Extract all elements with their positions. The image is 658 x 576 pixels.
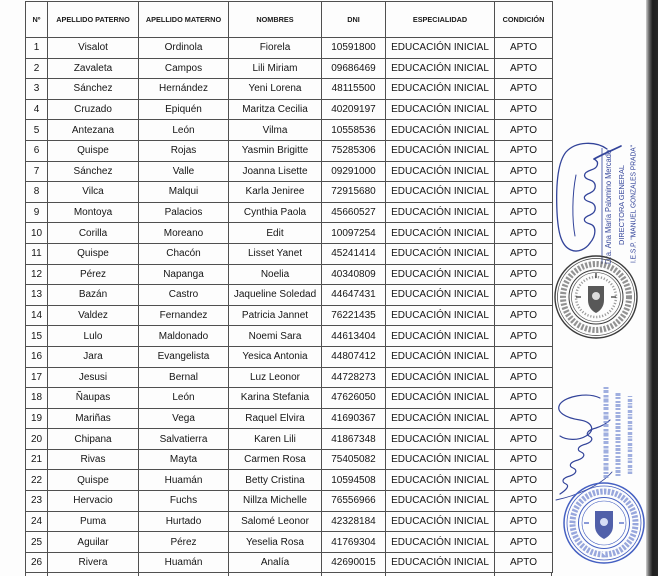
cell-especialidad: EDUCACIÓN INICIAL bbox=[386, 140, 495, 161]
cell-especialidad: EDUCACIÓN INICIAL bbox=[386, 470, 495, 491]
cell-paterno: Aguilar bbox=[48, 532, 139, 553]
cell-materno: Evangelista bbox=[139, 346, 229, 367]
cell-condicion: APTO bbox=[495, 58, 553, 79]
cell-materno: Mayta bbox=[139, 449, 229, 470]
cell-especialidad: EDUCACIÓN INICIAL bbox=[386, 408, 495, 429]
cell-paterno: Hervacio bbox=[48, 491, 139, 512]
cell-dni: 45660527 bbox=[322, 202, 386, 223]
cell-paterno: Vilca bbox=[48, 182, 139, 203]
cell-nombres: Edit bbox=[229, 223, 322, 244]
cell-especialidad: EDUCACIÓN INICIAL bbox=[386, 552, 495, 573]
table-row bbox=[26, 305, 553, 326]
cell-condicion: APTO bbox=[495, 79, 553, 100]
cell-paterno: Jesusi bbox=[48, 367, 139, 388]
cell-materno: Fuchs bbox=[139, 491, 229, 512]
cell-condicion: APTO bbox=[495, 367, 553, 388]
cell-paterno: Visalot bbox=[48, 38, 139, 59]
cell-dni: 42690015 bbox=[322, 552, 386, 573]
cell-dni: 76221435 bbox=[322, 305, 386, 326]
director-signature bbox=[557, 143, 621, 251]
table-row bbox=[26, 491, 553, 512]
cell-materno: Chacón bbox=[139, 243, 229, 264]
cell-dni: 41769304 bbox=[322, 532, 386, 553]
cell-paterno: Chipana bbox=[48, 429, 139, 450]
cell-materno: Salvatierra bbox=[139, 429, 229, 450]
cell-condicion: APTO bbox=[495, 408, 553, 429]
cell-nombres: Nillza Michelle bbox=[229, 491, 322, 512]
cell-dni: 10558536 bbox=[322, 120, 386, 141]
cell-condicion: APTO bbox=[495, 140, 553, 161]
cell-materno: Rojas bbox=[139, 140, 229, 161]
cell-especialidad: EDUCACIÓN INICIAL bbox=[386, 161, 495, 182]
cell-num: 19 bbox=[26, 408, 48, 429]
cell-especialidad: EDUCACIÓN INICIAL bbox=[386, 202, 495, 223]
table-row bbox=[26, 58, 553, 79]
cell-paterno: Mariñas bbox=[48, 408, 139, 429]
cell-num: 24 bbox=[26, 511, 48, 532]
cell-nombres: Jaqueline Soledad bbox=[229, 285, 322, 306]
cell-condicion: APTO bbox=[495, 326, 553, 347]
cell-num: 10 bbox=[26, 223, 48, 244]
cell-materno: Moreano bbox=[139, 223, 229, 244]
table-row bbox=[26, 120, 553, 141]
cell-dni: 41867348 bbox=[322, 429, 386, 450]
table-row bbox=[26, 367, 553, 388]
header-num: Nº bbox=[26, 2, 48, 38]
cell-paterno: Sánchez bbox=[48, 79, 139, 100]
cell-materno: León bbox=[139, 120, 229, 141]
cell-especialidad: EDUCACIÓN INICIAL bbox=[386, 532, 495, 553]
cell-num: 23 bbox=[26, 491, 48, 512]
cell-especialidad: EDUCACIÓN INICIAL bbox=[386, 243, 495, 264]
table-row bbox=[26, 346, 553, 367]
cell-nombres: Yeselia Rosa bbox=[229, 532, 322, 553]
cell-condicion: APTO bbox=[495, 120, 553, 141]
cell-materno: Pérez bbox=[139, 532, 229, 553]
cell-num: 8 bbox=[26, 182, 48, 203]
cell-especialidad: EDUCACIÓN INICIAL bbox=[386, 58, 495, 79]
cell-nombres: Karina Stefania bbox=[229, 388, 322, 409]
cell-num: 6 bbox=[26, 140, 48, 161]
table-row bbox=[26, 429, 553, 450]
cell-especialidad: EDUCACIÓN INICIAL bbox=[386, 182, 495, 203]
cell-condicion: APTO bbox=[495, 470, 553, 491]
cell-condicion: APTO bbox=[495, 305, 553, 326]
cell-paterno: Cruzado bbox=[48, 99, 139, 120]
cell-dni: 41690367 bbox=[322, 408, 386, 429]
cell-materno: Fernandez bbox=[139, 305, 229, 326]
header-apellido-paterno: APELLIDO PATERNO bbox=[48, 2, 139, 38]
cell-materno: Hurtado bbox=[139, 511, 229, 532]
cell-nombres: Joanna Lisette bbox=[229, 161, 322, 182]
cell-condicion: APTO bbox=[495, 223, 553, 244]
table-row bbox=[26, 326, 553, 347]
cell-especialidad: EDUCACIÓN INICIAL bbox=[386, 99, 495, 120]
cell-condicion: APTO bbox=[495, 99, 553, 120]
cell-nombres: Salomé Leonor bbox=[229, 511, 322, 532]
table-row bbox=[26, 161, 553, 182]
cell-paterno: Sánchez bbox=[48, 161, 139, 182]
cell-especialidad: EDUCACIÓN INICIAL bbox=[386, 305, 495, 326]
cell-num: 5 bbox=[26, 120, 48, 141]
cell-dni: 10097254 bbox=[322, 223, 386, 244]
cell-especialidad: EDUCACIÓN INICIAL bbox=[386, 367, 495, 388]
cell-especialidad: EDUCACIÓN INICIAL bbox=[386, 285, 495, 306]
cell-condicion: APTO bbox=[495, 491, 553, 512]
cell-num: 20 bbox=[26, 429, 48, 450]
cell-num: 17 bbox=[26, 367, 48, 388]
cell-nombres: Karen Lili bbox=[229, 429, 322, 450]
cell-materno: Ordinola bbox=[139, 38, 229, 59]
cell-nombres: Cynthia Paola bbox=[229, 202, 322, 223]
cell-dni: 40209197 bbox=[322, 99, 386, 120]
cell-dni: 75285306 bbox=[322, 140, 386, 161]
cell-materno: Hernández bbox=[139, 79, 229, 100]
cell-paterno: Valdez bbox=[48, 305, 139, 326]
cell-especialidad: EDUCACIÓN INICIAL bbox=[386, 491, 495, 512]
cell-num: 4 bbox=[26, 99, 48, 120]
header-apellido-materno: APELLIDO MATERNO bbox=[139, 2, 229, 38]
cell-num: 11 bbox=[26, 243, 48, 264]
header-dni: DNI bbox=[322, 2, 386, 38]
table-row bbox=[26, 182, 553, 203]
table-row bbox=[26, 99, 553, 120]
cell-materno: Epiquén bbox=[139, 99, 229, 120]
table-body bbox=[26, 38, 553, 573]
cell-dni: 75405082 bbox=[322, 449, 386, 470]
cell-num: 12 bbox=[26, 264, 48, 285]
cell-nombres: Lili Miriam bbox=[229, 58, 322, 79]
cell-num: 22 bbox=[26, 470, 48, 491]
registry-table bbox=[25, 1, 553, 573]
cell-num: 16 bbox=[26, 346, 48, 367]
cell-paterno: Corilla bbox=[48, 223, 139, 244]
cell-materno: Castro bbox=[139, 285, 229, 306]
cell-paterno: Antezana bbox=[48, 120, 139, 141]
cell-nombres: Noelia bbox=[229, 264, 322, 285]
director-stamp-institution: I.E.S.P. "MANUEL GONZALES PRADA" bbox=[630, 138, 638, 263]
cell-nombres: Yesica Antonia bbox=[229, 346, 322, 367]
cell-paterno: Quispe bbox=[48, 140, 139, 161]
cell-materno: Vega bbox=[139, 408, 229, 429]
cell-nombres: Carmen Rosa bbox=[229, 449, 322, 470]
cell-paterno: Quispe bbox=[48, 470, 139, 491]
coordinator-stamp bbox=[606, 386, 630, 478]
cell-nombres: Yasmin Brigitte bbox=[229, 140, 322, 161]
director-stamp bbox=[602, 132, 638, 264]
cell-paterno: Pérez bbox=[48, 264, 139, 285]
cell-nombres: Luz Leonor bbox=[229, 367, 322, 388]
cell-dni: 10591800 bbox=[322, 38, 386, 59]
cell-paterno: Lulo bbox=[48, 326, 139, 347]
cell-num: 13 bbox=[26, 285, 48, 306]
cell-paterno: Montoya bbox=[48, 202, 139, 223]
cell-nombres: Fiorela bbox=[229, 38, 322, 59]
institution-seal-gray bbox=[555, 256, 637, 338]
table-row bbox=[26, 449, 553, 470]
cell-nombres: Maritza Cecilia bbox=[229, 99, 322, 120]
table-row bbox=[26, 38, 553, 59]
cell-condicion: APTO bbox=[495, 264, 553, 285]
cell-dni: 45241414 bbox=[322, 243, 386, 264]
cell-paterno: Puma bbox=[48, 511, 139, 532]
coordinator-signature bbox=[556, 395, 612, 500]
cell-nombres: Karla Jeniree bbox=[229, 182, 322, 203]
cell-nombres: Noemi Sara bbox=[229, 326, 322, 347]
cell-especialidad: EDUCACIÓN INICIAL bbox=[386, 429, 495, 450]
table-row bbox=[26, 223, 553, 244]
cell-dni: 09686469 bbox=[322, 58, 386, 79]
table-row bbox=[26, 140, 553, 161]
cell-condicion: APTO bbox=[495, 285, 553, 306]
cell-nombres: Lisset Yanet bbox=[229, 243, 322, 264]
cell-paterno: Rivas bbox=[48, 449, 139, 470]
cell-materno: Napanga bbox=[139, 264, 229, 285]
cell-num: 26 bbox=[26, 552, 48, 573]
header-nombres: NOMBRES bbox=[229, 2, 322, 38]
cell-num: 1 bbox=[26, 38, 48, 59]
cell-dni: 47626050 bbox=[322, 388, 386, 409]
cell-especialidad: EDUCACIÓN INICIAL bbox=[386, 326, 495, 347]
cell-paterno: Rivera bbox=[48, 552, 139, 573]
director-stamp-title: DIRECTORA GENERAL bbox=[617, 164, 626, 245]
cell-dni: 72915680 bbox=[322, 182, 386, 203]
cell-dni: 09291000 bbox=[322, 161, 386, 182]
cell-dni: 44807412 bbox=[322, 346, 386, 367]
cell-condicion: APTO bbox=[495, 202, 553, 223]
cell-especialidad: EDUCACIÓN INICIAL bbox=[386, 264, 495, 285]
table-row bbox=[26, 243, 553, 264]
cell-especialidad: EDUCACIÓN INICIAL bbox=[386, 449, 495, 470]
table-row bbox=[26, 285, 553, 306]
cell-materno: Valle bbox=[139, 161, 229, 182]
cell-condicion: APTO bbox=[495, 161, 553, 182]
cell-num: 14 bbox=[26, 305, 48, 326]
cell-paterno: Ñaupas bbox=[48, 388, 139, 409]
cell-condicion: APTO bbox=[495, 511, 553, 532]
table-row bbox=[26, 408, 553, 429]
cell-num: 21 bbox=[26, 449, 48, 470]
cell-materno: Maldonado bbox=[139, 326, 229, 347]
cell-materno: Campos bbox=[139, 58, 229, 79]
cell-nombres: Analía bbox=[229, 552, 322, 573]
cell-nombres: Patricia Jannet bbox=[229, 305, 322, 326]
institution-seal-blue bbox=[564, 483, 644, 563]
cell-paterno: Quispe bbox=[48, 243, 139, 264]
cell-materno: Bernal bbox=[139, 367, 229, 388]
cell-materno: Huamán bbox=[139, 552, 229, 573]
cell-especialidad: EDUCACIÓN INICIAL bbox=[386, 38, 495, 59]
cell-condicion: APTO bbox=[495, 552, 553, 573]
cell-especialidad: EDUCACIÓN INICIAL bbox=[386, 346, 495, 367]
cell-nombres: Yeni Lorena bbox=[229, 79, 322, 100]
director-stamp-name: Dra. Ana María Palomino Mercado bbox=[603, 132, 613, 264]
cell-dni: 44728273 bbox=[322, 367, 386, 388]
cell-condicion: APTO bbox=[495, 429, 553, 450]
cell-paterno: Jara bbox=[48, 346, 139, 367]
table-row bbox=[26, 511, 553, 532]
table-row bbox=[26, 202, 553, 223]
cell-dni: 44647431 bbox=[322, 285, 386, 306]
table-row bbox=[26, 388, 553, 409]
cell-condicion: APTO bbox=[495, 449, 553, 470]
cell-materno: Huamán bbox=[139, 470, 229, 491]
cell-condicion: APTO bbox=[495, 243, 553, 264]
cell-especialidad: EDUCACIÓN INICIAL bbox=[386, 511, 495, 532]
cell-num: 25 bbox=[26, 532, 48, 553]
table-row bbox=[26, 470, 553, 491]
table-row bbox=[26, 79, 553, 100]
cell-condicion: APTO bbox=[495, 182, 553, 203]
cell-num: 9 bbox=[26, 202, 48, 223]
cell-especialidad: EDUCACIÓN INICIAL bbox=[386, 388, 495, 409]
cell-num: 3 bbox=[26, 79, 48, 100]
cell-num: 2 bbox=[26, 58, 48, 79]
cell-paterno: Bazán bbox=[48, 285, 139, 306]
cell-condicion: APTO bbox=[495, 38, 553, 59]
cell-materno: Malqui bbox=[139, 182, 229, 203]
cell-materno: León bbox=[139, 388, 229, 409]
cell-especialidad: EDUCACIÓN INICIAL bbox=[386, 120, 495, 141]
cell-num: 7 bbox=[26, 161, 48, 182]
scan-edge bbox=[646, 0, 658, 576]
header-especialidad: ESPECIALIDAD bbox=[386, 2, 495, 38]
cell-condicion: APTO bbox=[495, 388, 553, 409]
cell-dni: 48115500 bbox=[322, 79, 386, 100]
cell-especialidad: EDUCACIÓN INICIAL bbox=[386, 223, 495, 244]
cell-nombres: Raquel Elvira bbox=[229, 408, 322, 429]
cell-materno: Palacios bbox=[139, 202, 229, 223]
cell-dni: 44613404 bbox=[322, 326, 386, 347]
cell-condicion: APTO bbox=[495, 532, 553, 553]
cell-paterno: Zavaleta bbox=[48, 58, 139, 79]
cell-dni: 40340809 bbox=[322, 264, 386, 285]
cell-dni: 76556966 bbox=[322, 491, 386, 512]
cell-num: 15 bbox=[26, 326, 48, 347]
cell-condicion: APTO bbox=[495, 346, 553, 367]
cell-especialidad: EDUCACIÓN INICIAL bbox=[386, 79, 495, 100]
cell-nombres: Vilma bbox=[229, 120, 322, 141]
table-row bbox=[26, 552, 553, 573]
table-row bbox=[26, 532, 553, 553]
cell-dni: 42328184 bbox=[322, 511, 386, 532]
table-row bbox=[26, 264, 553, 285]
table-header-row bbox=[26, 2, 553, 38]
cell-dni: 10594508 bbox=[322, 470, 386, 491]
cell-nombres: Betty Cristina bbox=[229, 470, 322, 491]
cell-num: 18 bbox=[26, 388, 48, 409]
header-condicion: CONDICIÓN bbox=[495, 2, 553, 38]
